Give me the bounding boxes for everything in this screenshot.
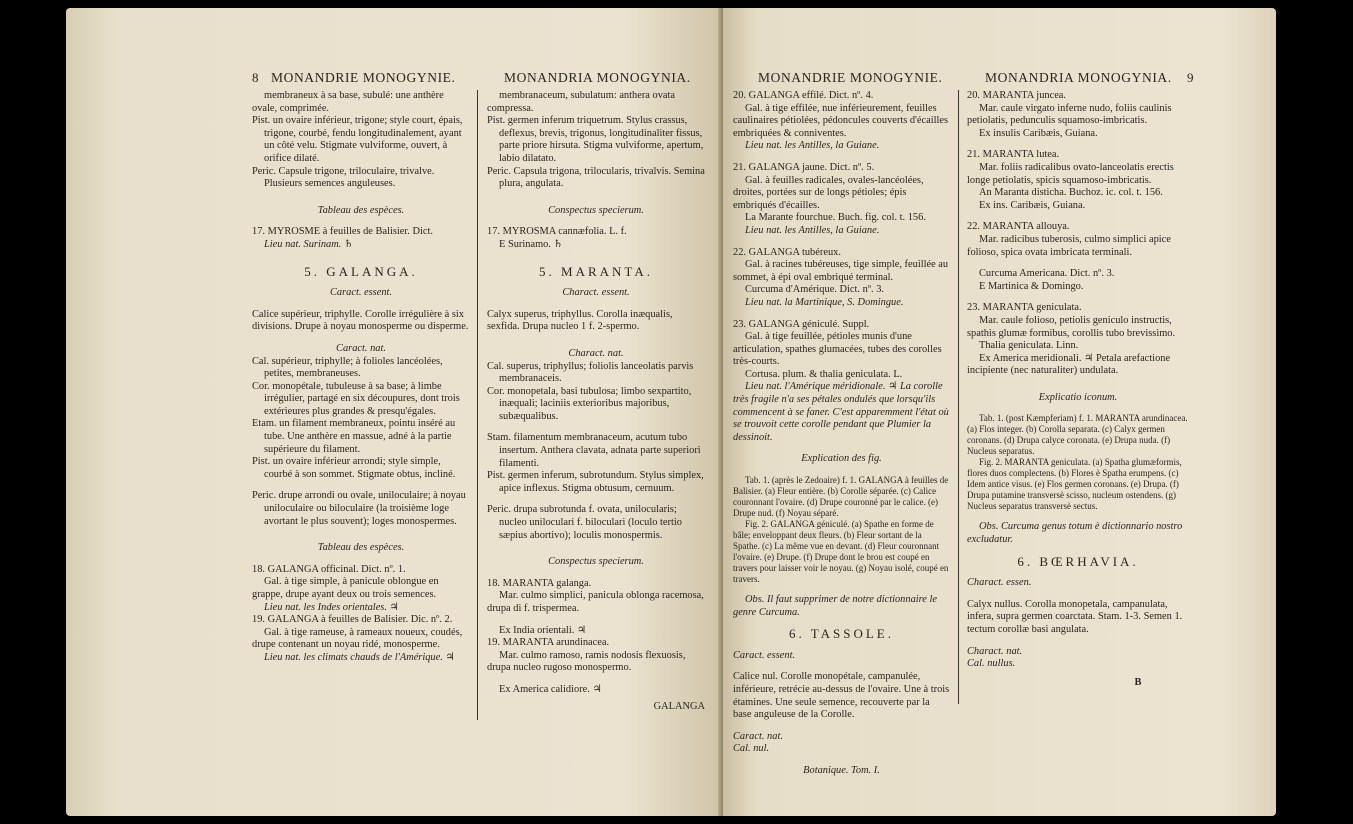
right-french-column xyxy=(733,90,950,778)
section-heading: Charact. nat. xyxy=(568,347,624,359)
genus-heading: 6. BŒRHAVIA. xyxy=(1017,553,1139,569)
text-paragraph: Stam. filamentum membranaceum, acutum tubo insertum. Anthera clavata, adnata parte superiori filamenti. xyxy=(487,432,701,469)
figure-explanation: Tab. 1. (post Kæmpferiam) f. 1. MARANTA arundinacea. (a) Flos integer. (b) Corolla separata. (c) Calyx germen coronans. (d) Drupa calyce coronata. (e) Drupa nuda. (f) Nucleus separatus. xyxy=(967,413,1188,457)
right-latin-column xyxy=(967,90,1189,689)
text-paragraph: Mar. caule folioso, petiolis geniculo instructis, spathis glumæ formibus, corollis tubo brevissimo. xyxy=(967,314,1176,339)
species-entry: 20. GALANGA effilé. Dict. nº. 4. xyxy=(733,90,874,101)
text-paragraph: Gal. à tige rameuse, à rameaux noueux, coudés, drupe contenant un noyau ridé, monosperme. xyxy=(252,626,463,651)
habitat-line: Lieu nat. l'Amérique méridionale. ♃ La corolle très fragile n'a ses pétales ondulés que lorsqu'ils commencent à se faner. C'est apparemment l'état où se trouvoit cette corolle pendant que Plumier la dessinoit. xyxy=(733,381,949,443)
text-paragraph: Gal. à tige feuillée, pétioles munis d'une articulation, spathes glumacées, tubes des corolles très-courts. xyxy=(733,331,942,368)
left-header-french: MONANDRIE MONOGYNIE. xyxy=(271,70,456,85)
figure-explanation: Fig. 2. MARANTA geniculata. (a) Spatha glumæformis, flores duos complectens. (b) Flores è Spatha erumpens. (c) Idem antice visus. (e) Flos germen coronans. (e) Drupa. (f) Drupa putamine transversè scisso, nucleum ostendens. (g) Nucleus separatus transversè sectus. xyxy=(967,457,1182,512)
species-entry: 18. MARANTA galanga. xyxy=(487,577,592,589)
habitat-line: Lieu nat. les Antilles, la Guiane. xyxy=(745,140,880,152)
section-heading: Caract. essent. xyxy=(329,287,393,299)
text-paragraph: Etam. un filament membraneux, pointu inséré au tube. Une anthère en massue, adné à la partie supérieure du filament. xyxy=(252,418,456,455)
section-heading: Caract. essent. xyxy=(733,649,796,661)
text-paragraph: Calyx nullus. Corolla monopetala, campanulata, infera, supra germen coarctata. Stam. 1-3. Semen 1. tectum corollæ basi angulata. xyxy=(967,598,1183,636)
section-heading: Tableau des espèces. xyxy=(317,542,405,554)
species-entry: 21. MARANTA lutea. xyxy=(967,149,1060,161)
section-heading: Explicatio iconum. xyxy=(1038,391,1118,403)
right-header-french: MONANDRIE MONOGYNIE. xyxy=(758,70,943,85)
right-page xyxy=(723,8,1276,816)
text-paragraph: membranaceum, subulatum: anthera ovata compressa. xyxy=(487,90,675,114)
right-header-latin: MONANDRIA MONOGYNIA. xyxy=(985,70,1172,85)
species-entry: 19. GALANGA à feuilles de Balisier. Dic. nº. 2. xyxy=(252,614,453,626)
section-heading: Charact. nat. xyxy=(967,645,1023,657)
text-paragraph: Gal. à racines tubéreuses, tige simple, feuillée au sommet, à épi oval embriqué terminal. xyxy=(733,259,949,283)
species-entry: 23. MARANTA geniculata. xyxy=(967,302,1082,314)
text-paragraph: membraneux à sa base, subulé: une anthère ovale, comprimée. xyxy=(252,90,444,114)
text-paragraph: Mar. culmo ramoso, ramis nodosis flexuosis, drupa nucleo rugoso monospermo. xyxy=(487,649,686,674)
habitat-line: Ex America meridionali. ♃ Petala arefactione incipiente (nec naturaliter) undulata. xyxy=(967,352,1171,377)
text-paragraph: Cor. monopétale, tubuleuse à sa base; à limbe irrégulier, partagé en six découpures, dont trois extérieures plus grandes & presqu'égales. xyxy=(252,380,460,417)
right-page-number: 9 xyxy=(1187,70,1194,85)
habitat-line: Lieu nat. les Indes orientales. ♃ xyxy=(264,601,399,613)
species-entry: 21. GALANGA jaune. Dict. nº. 5. xyxy=(733,161,875,173)
left-header-latin: MONANDRIA MONOGYNIA. xyxy=(504,70,691,85)
text-paragraph: Mar. caule virgato inferne nudo, foliis caulinis petiolatis, pedunculis squamoso-imbricatis. xyxy=(967,102,1172,127)
observation-note: Obs. Il faut supprimer de notre dictionnaire le genre Curcuma. xyxy=(733,594,938,618)
habitat-line: Ex ins. Caribæis, Guiana. xyxy=(979,199,1086,211)
text-paragraph: Gal. à tige effilée, nue inférieurement, feuilles caulinaires pétiolées, pédoncules couverts d'écailles embriquées & conniventes. xyxy=(733,102,949,139)
text-paragraph: Pist. germen inferum, subrotundum. Stylus simplex, apice inflexus. Stigma obtusum, cernuum. xyxy=(487,470,704,494)
text-paragraph: Peric. Capsule trigone, triloculaire, trivalve. Plusieurs semences anguleuses. xyxy=(252,165,435,190)
section-heading: Caract. nat. xyxy=(733,730,783,742)
figure-explanation: Tab. 1. (après le Zedoaire) f. 1. GALANGA à feuilles de Balisier. (a) Fleur entière. (b) Corolle séparée. (c) Calice couronnant l'ovaire. (d) Drupe couronné par le calice. (e) Drupe nud. (f) Noyau séparé. xyxy=(733,475,949,519)
footer-signature: Botanique. Tom. I. xyxy=(803,764,880,776)
text-paragraph: Cal. superus, triphyllus; foliolis lanceolatis parvis membranaceis. xyxy=(487,360,694,385)
section-heading: Charact. essent. xyxy=(562,287,630,299)
text-paragraph: Gal. à feuilles radicales, ovales-lancéolées, droites, portées sur de longs pétioles; épis embriqués d'écailles. xyxy=(733,174,924,211)
left-page-number: 8 xyxy=(252,70,259,85)
habitat-line: Ex India orientali. ♃ xyxy=(499,624,587,636)
habitat-line: Lieu nat. Surinam. ♄ xyxy=(264,238,354,250)
text-paragraph: Cor. monopetala, basi tubulosa; limbo sexpartito, inæquali; laciniis exterioribus majoribus, subæqualibus. xyxy=(487,385,692,422)
text-paragraph: Peric. Capsula trigona, trilocularis, trivalvis. Semina plura, angulata. xyxy=(487,165,705,190)
section-heading: Charact. essen. xyxy=(967,577,1032,589)
text-paragraph: Calice supérieur, triphylle. Corolle irrégulière à six divisions. Drupe à noyau monosperme ou disperme. xyxy=(252,308,469,333)
text-paragraph: Curcuma d'Amérique. Dict. nº. 3. xyxy=(745,284,884,296)
text-paragraph: Curcuma Americana. Dict. nº. 3. xyxy=(979,268,1115,280)
section-heading: Caract. nat. xyxy=(336,342,386,354)
section-heading: Explication des fig. xyxy=(801,453,882,465)
species-entry: 17. MYROSMA cannæfolia. L. f. xyxy=(487,226,627,238)
text-paragraph: Cal. supérieur, triphylle; à folioles lancéolées, petites, membraneuses. xyxy=(252,355,443,380)
text-paragraph: Mar. culmo simplici, panicula oblonga racemosa, drupa di f. trispermea. xyxy=(487,590,704,614)
species-entry: 22. MARANTA allouya. xyxy=(967,221,1070,233)
habitat-line: Lieu nat. la Martinique, S. Domingue. xyxy=(745,296,904,308)
signature-mark: B xyxy=(1134,676,1142,688)
habitat-line: Ex America calidiore. ♃ xyxy=(499,683,602,695)
species-entry: 20. MARANTA juncea. xyxy=(967,90,1067,101)
text-paragraph: Calice nul. Corolle monopétale, campanulée, inférieure, retrécie au-dessus de l'ovaire. Une à trois étamines. Une seule semence, recouverte par la base anguleuse de la Corolle. xyxy=(733,671,950,721)
section-heading: Tableau des espèces. xyxy=(317,204,405,216)
text-paragraph: Calyx superus, triphyllus. Corolla inæqualis, sexfida. Drupa nucleo 1 f. 2-spermo. xyxy=(487,308,673,333)
figure-explanation: Fig. 2. GALANGA géniculé. (a) Spathe en forme de bâle; enveloppant deux fleurs. (b) Fleur sortant de la Spathe. (c) La même vue en devant. (d) Fleur couronnant l'ovaire. (e) Drupe. (f) Drupe dont le brou est coupé en travers pour laisser voir le noyau. (g) Noyau isolé, coupé en travers. xyxy=(733,519,949,585)
text-paragraph: Gal. à tige simple, à panicule oblongue en grappe, drupe ayant deux ou trois semences. xyxy=(252,576,439,600)
species-entry: 19. MARANTA arundinacea. xyxy=(487,637,610,649)
text-paragraph: Cal. nullus. xyxy=(967,658,1016,670)
text-paragraph: Pist. un ovaire inférieur, trigone; style court, épais, trigone, courbé, fendu longitudinalement, ayant un côté velu. Stigmate vulviforme, ouvert, à orifice dilaté. xyxy=(252,115,463,164)
catchword: GALANGA xyxy=(653,700,705,712)
species-entry: 22. GALANGA tubéreux. xyxy=(733,246,841,258)
text-paragraph: An Maranta disticha. Buchoz. ic. col. t. 156. xyxy=(979,187,1163,199)
text-paragraph: Mar. foliis radicalibus ovato-lanceolatis erectis longe petiolatis, spicis squamoso-imbricatis. xyxy=(967,161,1174,186)
species-entry: 18. GALANGA officinal. Dict. nº. 1. xyxy=(252,563,406,575)
habitat-line: E Martinica & Domingo. xyxy=(979,280,1084,292)
habitat-line: E Surinamo. ♄ xyxy=(499,238,563,250)
left-french-column xyxy=(252,90,470,665)
text-paragraph: Pist. germen inferum triquetrum. Stylus crassus, deflexus, brevis, trigonus, longitudinaliter fissus, parte priore hirsuta. Stigma vulviforme, apertum, labio dilatato. xyxy=(487,115,704,164)
left-latin-column xyxy=(487,90,705,713)
habitat-line: Lieu nat. les Antilles, la Guiane. xyxy=(745,224,880,236)
column-rule xyxy=(477,90,478,720)
left-page xyxy=(66,8,723,816)
habitat-line: Lieu nat. les climats chauds de l'Amérique. ♃ xyxy=(264,651,455,663)
section-heading: Conspectus specierum. xyxy=(548,556,644,568)
column-rule xyxy=(958,90,959,704)
section-heading: Conspectus specierum. xyxy=(548,204,644,216)
text-paragraph: Peric. drupe arrondi ou ovale, uniloculaire; à noyau uniloculaire ou biloculaire (la troisième loge avortant le plus souvent); loges monospermes. xyxy=(252,490,466,527)
species-entry: 17. MYROSME à feuilles de Balisier. Dict. xyxy=(252,226,433,238)
genus-heading: 6. TASSOLE. xyxy=(788,626,895,642)
text-paragraph: Cortusa. plum. & thalia geniculata. L. xyxy=(745,368,903,380)
text-paragraph: Cal. nul. xyxy=(733,743,770,755)
text-paragraph: Mar. radicibus tuberosis, culmo simplici apice folioso, spica ovata imbricata terminali. xyxy=(967,233,1171,258)
text-paragraph: Thalia geniculata. Linn. xyxy=(979,340,1079,352)
genus-heading: 5. GALANGA. xyxy=(304,263,418,279)
species-entry: 23. GALANGA géniculé. Suppl. xyxy=(733,318,870,330)
text-paragraph: La Marante fourchue. Buch. fig. col. t. 156. xyxy=(745,212,926,224)
observation-note: Obs. Curcuma genus totum è dictionnario nostro excludatur. xyxy=(967,521,1183,546)
text-paragraph: Peric. drupa subrotunda f. ovata, unilocularis; nucleo uniloculari f. biloculari (loculo tertio sæpius abortivo); loculis monospermis. xyxy=(487,504,682,541)
text-paragraph: Pist. un ovaire inférieur arrondi; style simple, courbé à son sommet. Stigmate obtus, incliné. xyxy=(252,456,456,480)
habitat-line: Ex insulis Caribæis, Guiana. xyxy=(979,127,1098,139)
genus-heading: 5. MARANTA. xyxy=(539,263,653,279)
